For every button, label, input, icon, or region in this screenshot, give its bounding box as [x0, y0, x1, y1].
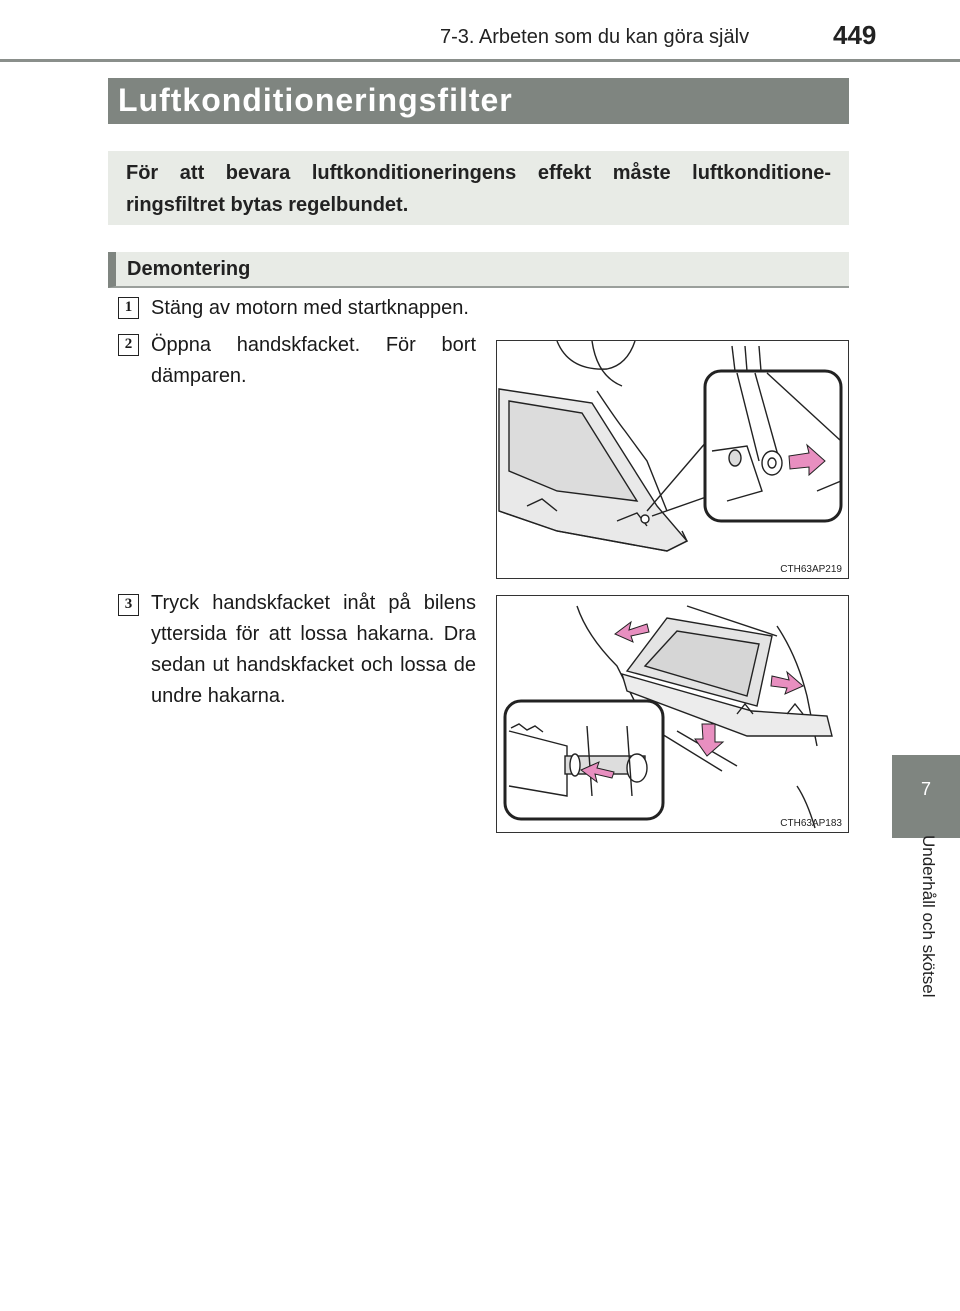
- figure-code: CTH63AP183: [780, 818, 842, 829]
- pull-down-arrow: [695, 724, 723, 756]
- chapter-label-text: Underhåll och skötsel: [919, 835, 938, 998]
- intro-box: [108, 151, 849, 225]
- running-header-section: 7-3. Arbeten som du kan göra själv: [440, 26, 750, 48]
- step-text-3: Tryck handskfacket inåt på bilens yttersida för att lossa hakarna. Dra sedan ut handskfacket och lossa de undre hakarna.: [151, 592, 476, 707]
- section-title: Demontering: [127, 258, 251, 280]
- glovebox-damper-illustration: [497, 341, 847, 577]
- chapter-tab[interactable]: [892, 755, 960, 838]
- header-divider: [0, 59, 960, 62]
- push-arrow-left: [615, 622, 649, 642]
- page-number: 449: [833, 20, 877, 50]
- section-header: [108, 252, 849, 288]
- figure-code: CTH63AP219: [780, 564, 842, 575]
- figure-glovebox-damper: [496, 340, 849, 579]
- step-text-2: Öppna handskfacket. För bort dämparen.: [151, 334, 476, 387]
- figure-glovebox-removal: [496, 595, 849, 833]
- title-banner: [108, 78, 849, 124]
- step-number-2: 2: [118, 334, 139, 356]
- push-arrow-right: [771, 672, 803, 694]
- glovebox-removal-illustration: [497, 596, 847, 831]
- intro-text: För att bevara luftkonditioneringens effekt måste luftkonditione-ringsfiltret bytas regelbundet.: [126, 162, 831, 216]
- step-text-1: Stäng av motorn med startknappen.: [151, 297, 469, 319]
- page-title: Luftkonditioneringsfilter: [118, 82, 513, 118]
- chapter-label: [878, 835, 958, 1045]
- step-number-1: 1: [118, 297, 139, 319]
- chapter-number: 7: [920, 779, 931, 799]
- step-number-3: 3: [118, 594, 139, 616]
